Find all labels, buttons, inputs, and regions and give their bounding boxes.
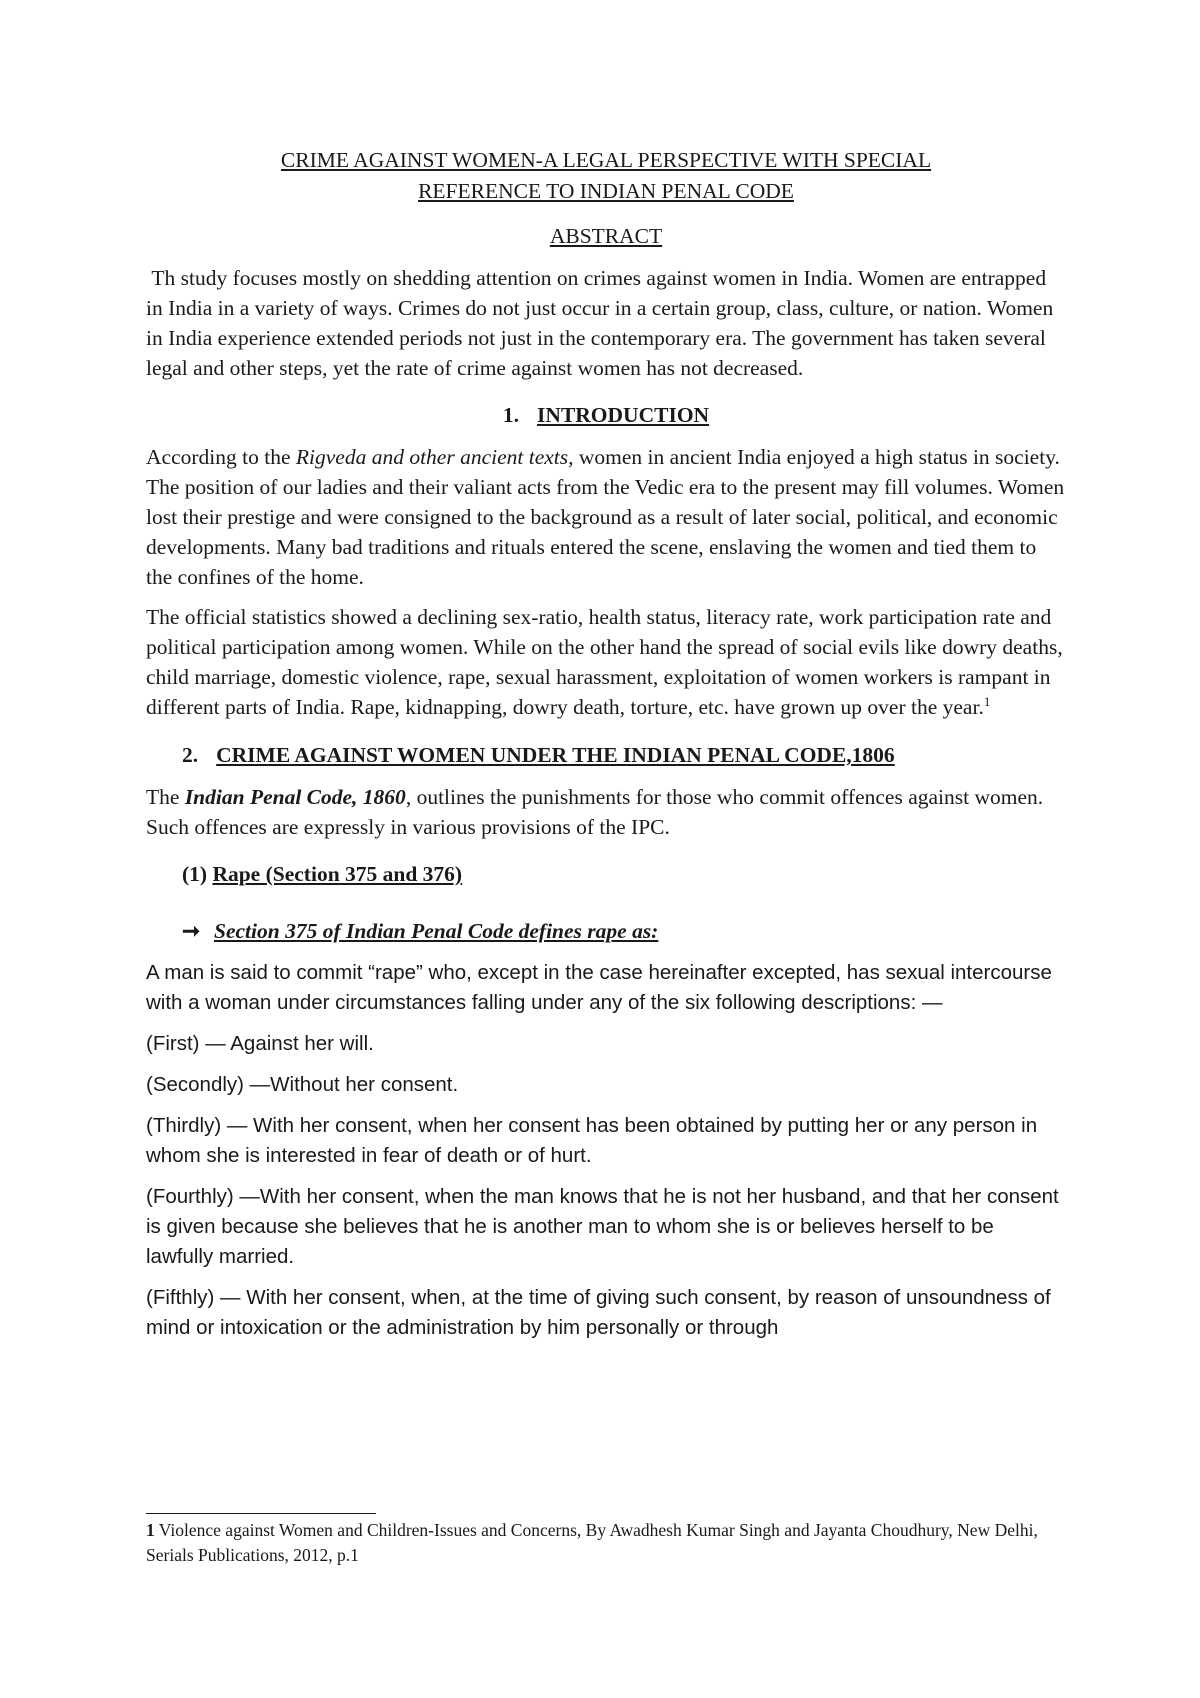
section-1-number: 1. (502, 403, 520, 427)
clause-fifthly: (Fifthly) — With her consent, when, at the time of giving such consent, by reason of unsoundness of mind or intoxication or the administration by him personally or through (146, 1286, 1051, 1339)
title-line-2: REFERENCE TO INDIAN PENAL CODE (418, 179, 794, 203)
footnote-separator (146, 1513, 376, 1514)
intro-paragraph-1 (146, 442, 1066, 592)
intro-p2-text: The official statistics showed a declining sex-ratio, health status, literacy rate, work participation rate and political participation among women. While on the other hand the spread of social evils like dowry deaths, child marriage, domestic violence, rape, sexual harassment, exploitation of women workers is rampant in different parts of India. Rape, kidnapping, dowry death, torture, etc. have grown up over the year. (146, 605, 1063, 719)
rape-sub-title: Rape (Section 375 and 376) (212, 862, 463, 886)
section-1-heading (146, 400, 1066, 430)
rape-definition: A man is said to commit “rape” who, except in the case hereinafter excepted, has sexual intercourse with a woman under circumstances falling under any of the six following descriptions: — (146, 961, 1052, 1014)
section-1-title: INTRODUCTION (537, 403, 710, 427)
clause-thirdly: (Thirdly) — With her consent, when her consent has been obtained by putting her or any person in whom she is interested in fear of death or of hurt. (146, 1114, 1038, 1167)
footnote-text: Violence against Women and Children-Issues and Concerns, By Awadhesh Kumar Singh and Jayanta Choudhury, New Delhi, Serials Publications, 2012, p.1 (146, 1520, 1038, 1565)
clause-fourthly: (Fourthly) —With her consent, when the man knows that he is not her husband, and that her consent is given because she believes that he is another man to whom she is or believes herself to be lawfully married. (146, 1185, 1059, 1268)
abstract-paragraph (146, 263, 1066, 383)
footnote (146, 1518, 1066, 1568)
arrow-right-icon: ➞ (182, 919, 201, 943)
title-line-1: CRIME AGAINST WOMEN-A LEGAL PERSPECTIVE WITH SPECIAL (280, 148, 932, 172)
section-2-heading (146, 740, 1066, 770)
section-375-title: Section 375 of Indian Penal Code defines rape as: (214, 919, 659, 943)
abstract-heading: ABSTRACT (549, 224, 663, 248)
intro-p1-after: women in ancient India enjoyed a high status in society. The position of our ladies and their valiant acts from the Vedic era to the present may fill volumes. Women lost their prestige and were consigned to the background as a result of later social, political, and economic developments. Many bad traditions and rituals entered the scene, enslaving the women and tied them to the confines of the home. (146, 445, 1065, 589)
footnote-ref-1[interactable]: 1 (983, 693, 991, 709)
s2-p1-bold-italic: Indian Penal Code, 1860 (184, 785, 406, 809)
abstract-text: Th study focuses mostly on shedding attention on crimes against women in India. Women are entrapped in India in a variety of ways. Crimes do not just occur in a certain group, class, culture, or nation. Women in India experience extended periods not just in the contemporary era. The government has taken several legal and other steps, yet the rate of crime against women has not decreased. (146, 266, 1054, 380)
intro-p1-italic: Rigveda and other ancient texts, (295, 445, 574, 469)
intro-paragraph-2 (146, 602, 1066, 722)
footnote-number: 1 (146, 1520, 155, 1540)
section-2-title: CRIME AGAINST WOMEN UNDER THE INDIAN PENAL CODE,1806 (216, 743, 895, 767)
section-2-number: 2. (182, 743, 199, 767)
section-2-paragraph (146, 782, 1066, 842)
page-content (146, 145, 1066, 1343)
section-375-heading (146, 916, 1066, 946)
clause-secondly: (Secondly) —Without her consent. (146, 1073, 459, 1096)
rape-subheading (146, 859, 1066, 889)
s2-p1-before: The (146, 785, 185, 809)
rape-sub-number: (1) (182, 862, 208, 886)
intro-p1-before: According to the (146, 445, 296, 469)
clause-first: (First) — Against her will. (146, 1032, 374, 1055)
s2-p1-after: , outlines the punishments for those who commit offences against women. Such offences are expressly in various provisions of the IPC. (146, 785, 1044, 839)
